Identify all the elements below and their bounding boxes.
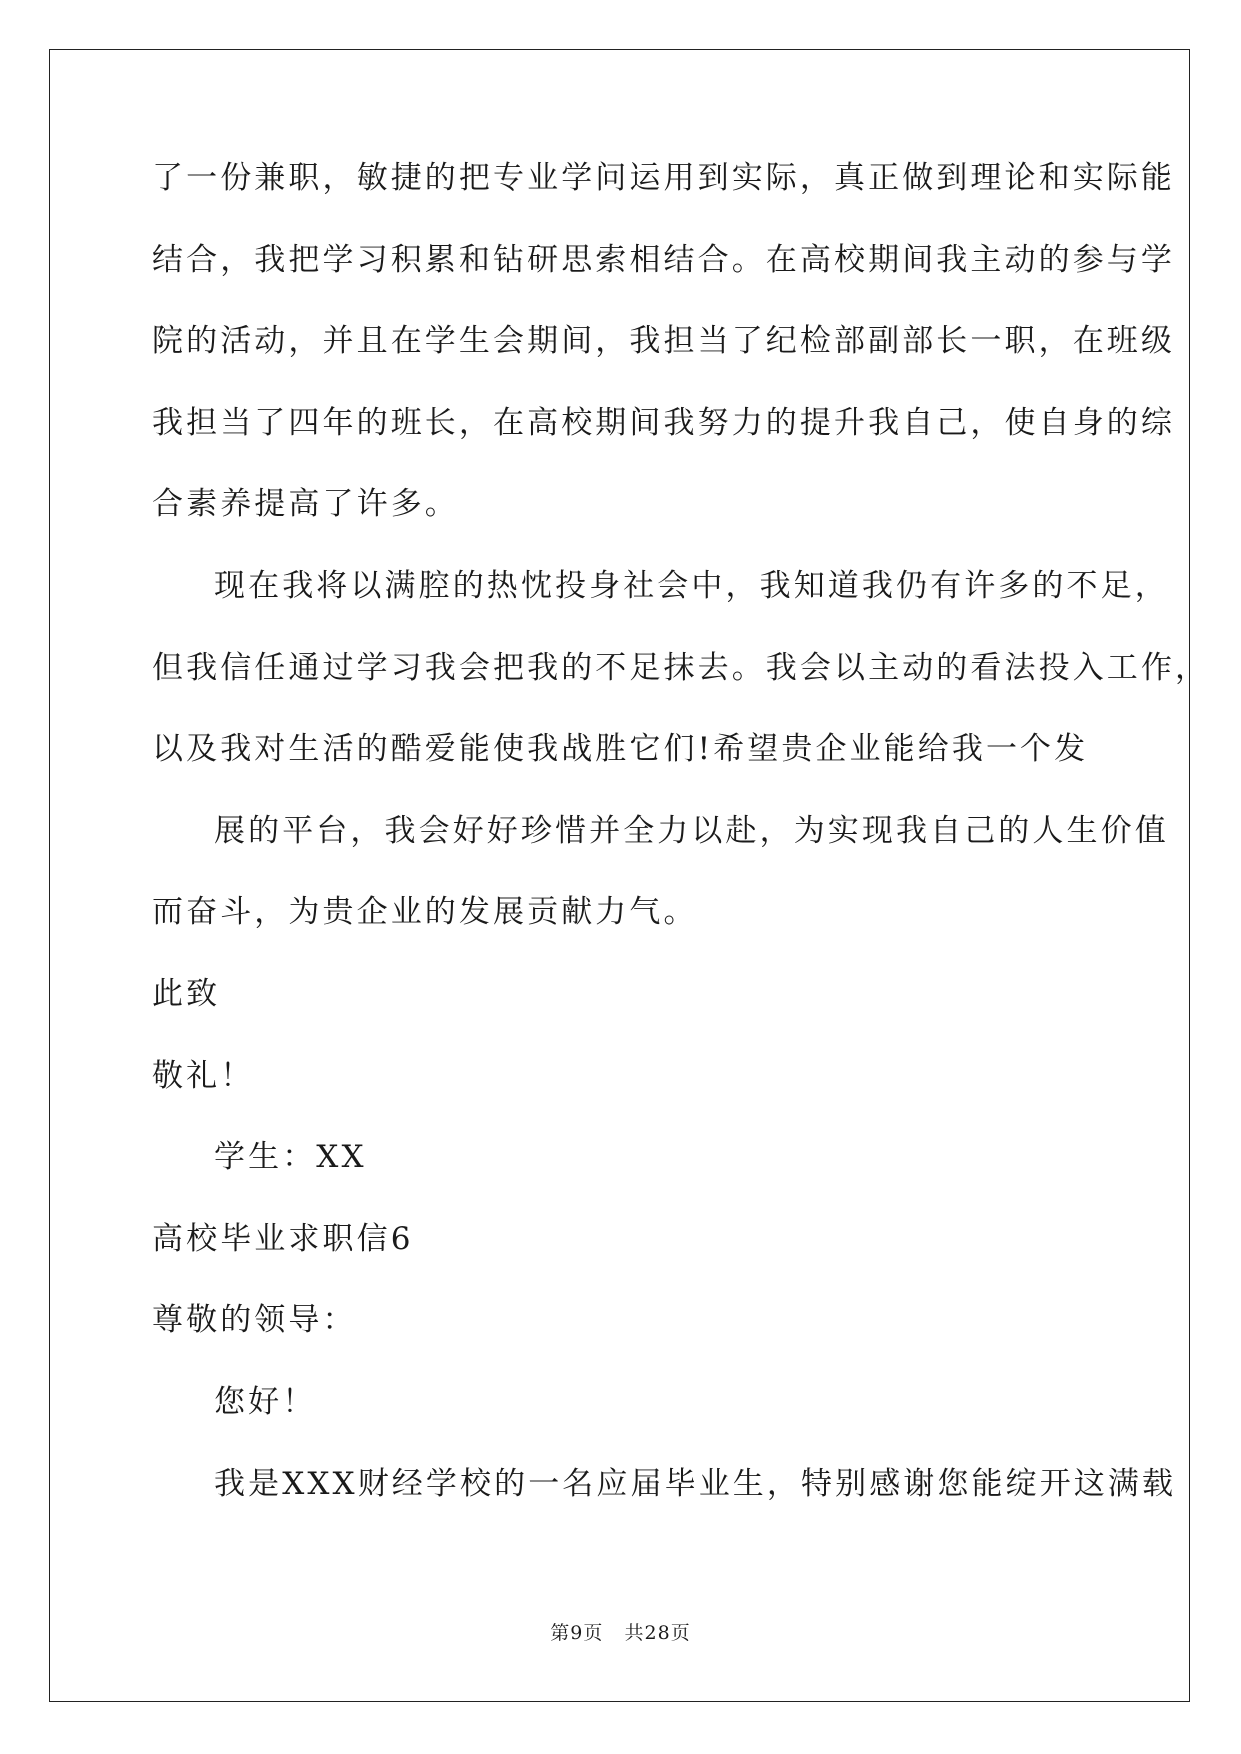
text-line: 以及我对生活的酷爱能使我战胜它们!希望贵企业能给我一个发 [152, 731, 1089, 768]
total-label: 共 [624, 1622, 645, 1644]
text-line: 展的平台，我会好好珍惜并全力以赴，为实现我自己的人生价值 [214, 812, 1169, 849]
page-label: 第 [550, 1622, 571, 1644]
total-suffix: 页 [670, 1622, 691, 1644]
signature-line: 学生：XX [214, 1139, 367, 1176]
current-page: 9 [570, 1622, 584, 1644]
text-line: 现在我将以满腔的热忱投身社会中，我知道我仍有许多的不足， [214, 567, 1169, 604]
text-line: 我担当了四年的班长，在高校期间我努力的提升我自己，使自身的综 [152, 404, 1175, 441]
text-line: 合素养提高了许多。 [152, 486, 459, 523]
text-line: 了一份兼职，敏捷的把专业学问运用到实际，真正做到理论和实际能 [152, 160, 1175, 196]
text-line: 但我信任通过学习我会把我的不足抹去。我会以主动的看法投入工作， [152, 649, 1210, 686]
text-line: 而奋斗，为贵企业的发展贡献力气。 [152, 894, 698, 931]
document-body [152, 158, 1210, 1545]
greeting-hello: 您好！ [214, 1383, 317, 1420]
total-pages: 28 [644, 1622, 671, 1644]
text-line: 院的活动，并且在学生会期间，我担当了纪检部副部长一职，在班级 [152, 323, 1175, 360]
text-line: 我是XXX财经学校的一名应届毕业生，特别感谢您能绽开这满载 [214, 1465, 1177, 1502]
closing-regards: 敬礼！ [152, 1057, 255, 1094]
section-heading: 高校毕业求职信6 [152, 1220, 414, 1257]
closing-salutation: 此致 [152, 975, 221, 1012]
text-line: 结合，我把学习积累和钻研思索相结合。在高校期间我主动的参与学 [152, 241, 1175, 278]
page-footer [0, 1618, 1241, 1645]
greeting-line: 尊敬的领导： [152, 1302, 357, 1339]
page-suffix: 页 [583, 1622, 604, 1644]
